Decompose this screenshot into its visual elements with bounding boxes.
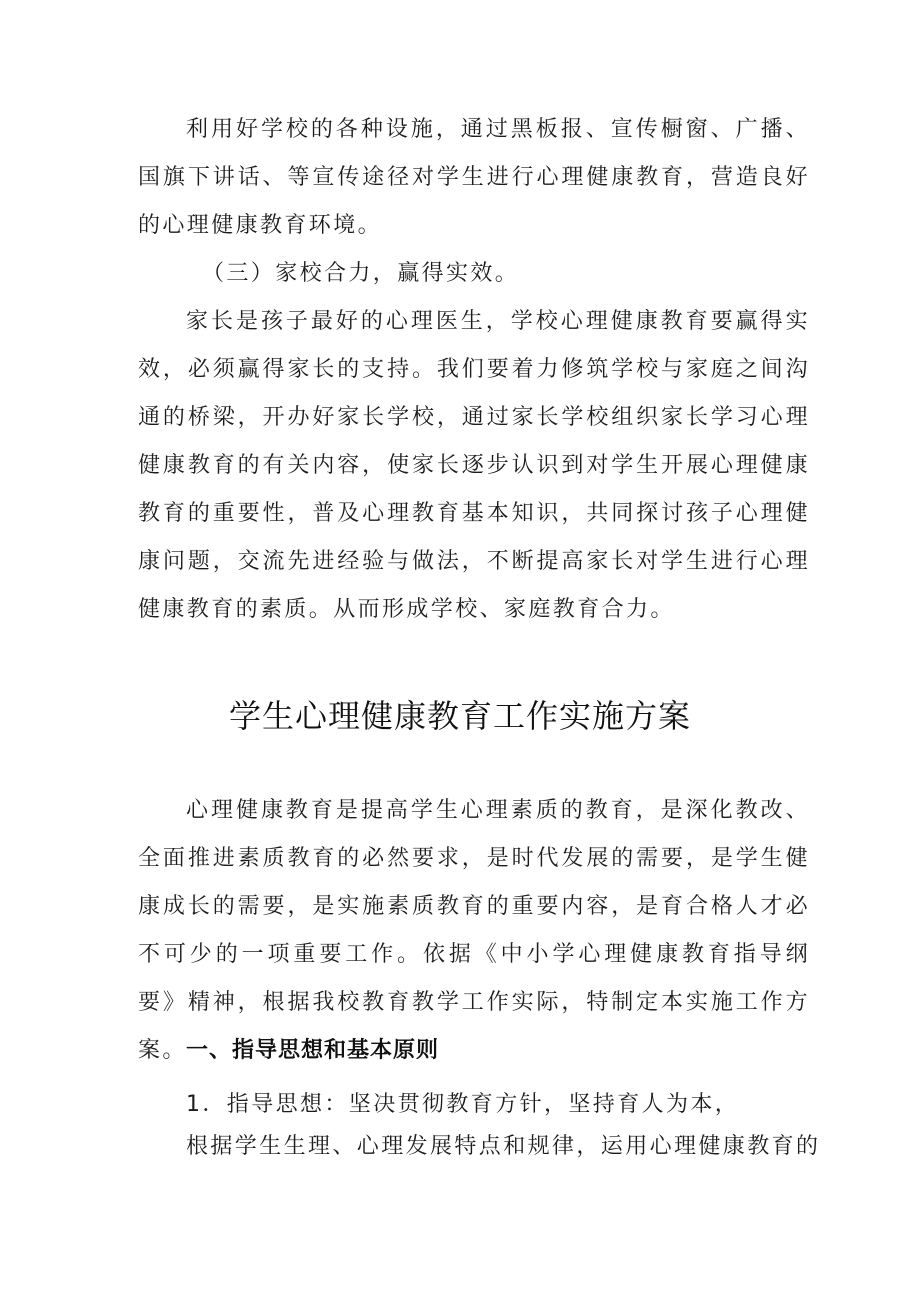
list-item-guiding-thought: 1．指导思想：坚决贯彻教育方针，坚持育人为本， bbox=[186, 1092, 740, 1117]
document-title: 学生心理健康教育工作实施方案 bbox=[228, 697, 691, 735]
paragraph-continuation: 根据学生生理、心理发展特点和规律，运用心理健康教育的 bbox=[186, 1134, 821, 1159]
paragraph-parents: 家长是孩子最好的心理医生，学校心理健康教育要赢得实效，必须赢得家长的支持。我们要着力修筑学校与家庭之间沟通的桥梁，开办好家长学校，通过家长学校组织家长学习心理健康教育的有关内容，使家长逐步认识到对学生开展心理健康教育的重要性，普及心理教育基本知识，共同探讨孩子心理健康问题，交流先进经验与做法，不断提高家长对学生进行心理健康教育的素质。从而形成学校、家庭教育合力。 bbox=[138, 309, 810, 622]
subheading-home-school: （三）家校合力，赢得实效。 bbox=[202, 261, 520, 286]
section-heading-guiding-principles: 一、指导思想和基本原则 bbox=[186, 1038, 440, 1063]
paragraph-intro: 心理健康教育是提高学生心理素质的教育，是深化教改、全面推进素质教育的必然要求，是时代发展的需要，是学生健康成长的需要，是实施素质教育的重要内容，是育合格人才必不可少的一项重要工作。依据《中小学心理健康教育指导纲要》精神，根据我校教育教学工作实际，特制定本实施工作方案。 bbox=[138, 798, 810, 1063]
paragraph-facilities: 利用好学校的各种设施，通过黑板报、宣传橱窗、广播、国旗下讲话、等宣传途径对学生进行心理健康教育，营造良好的心理健康教育环境。 bbox=[138, 117, 810, 238]
